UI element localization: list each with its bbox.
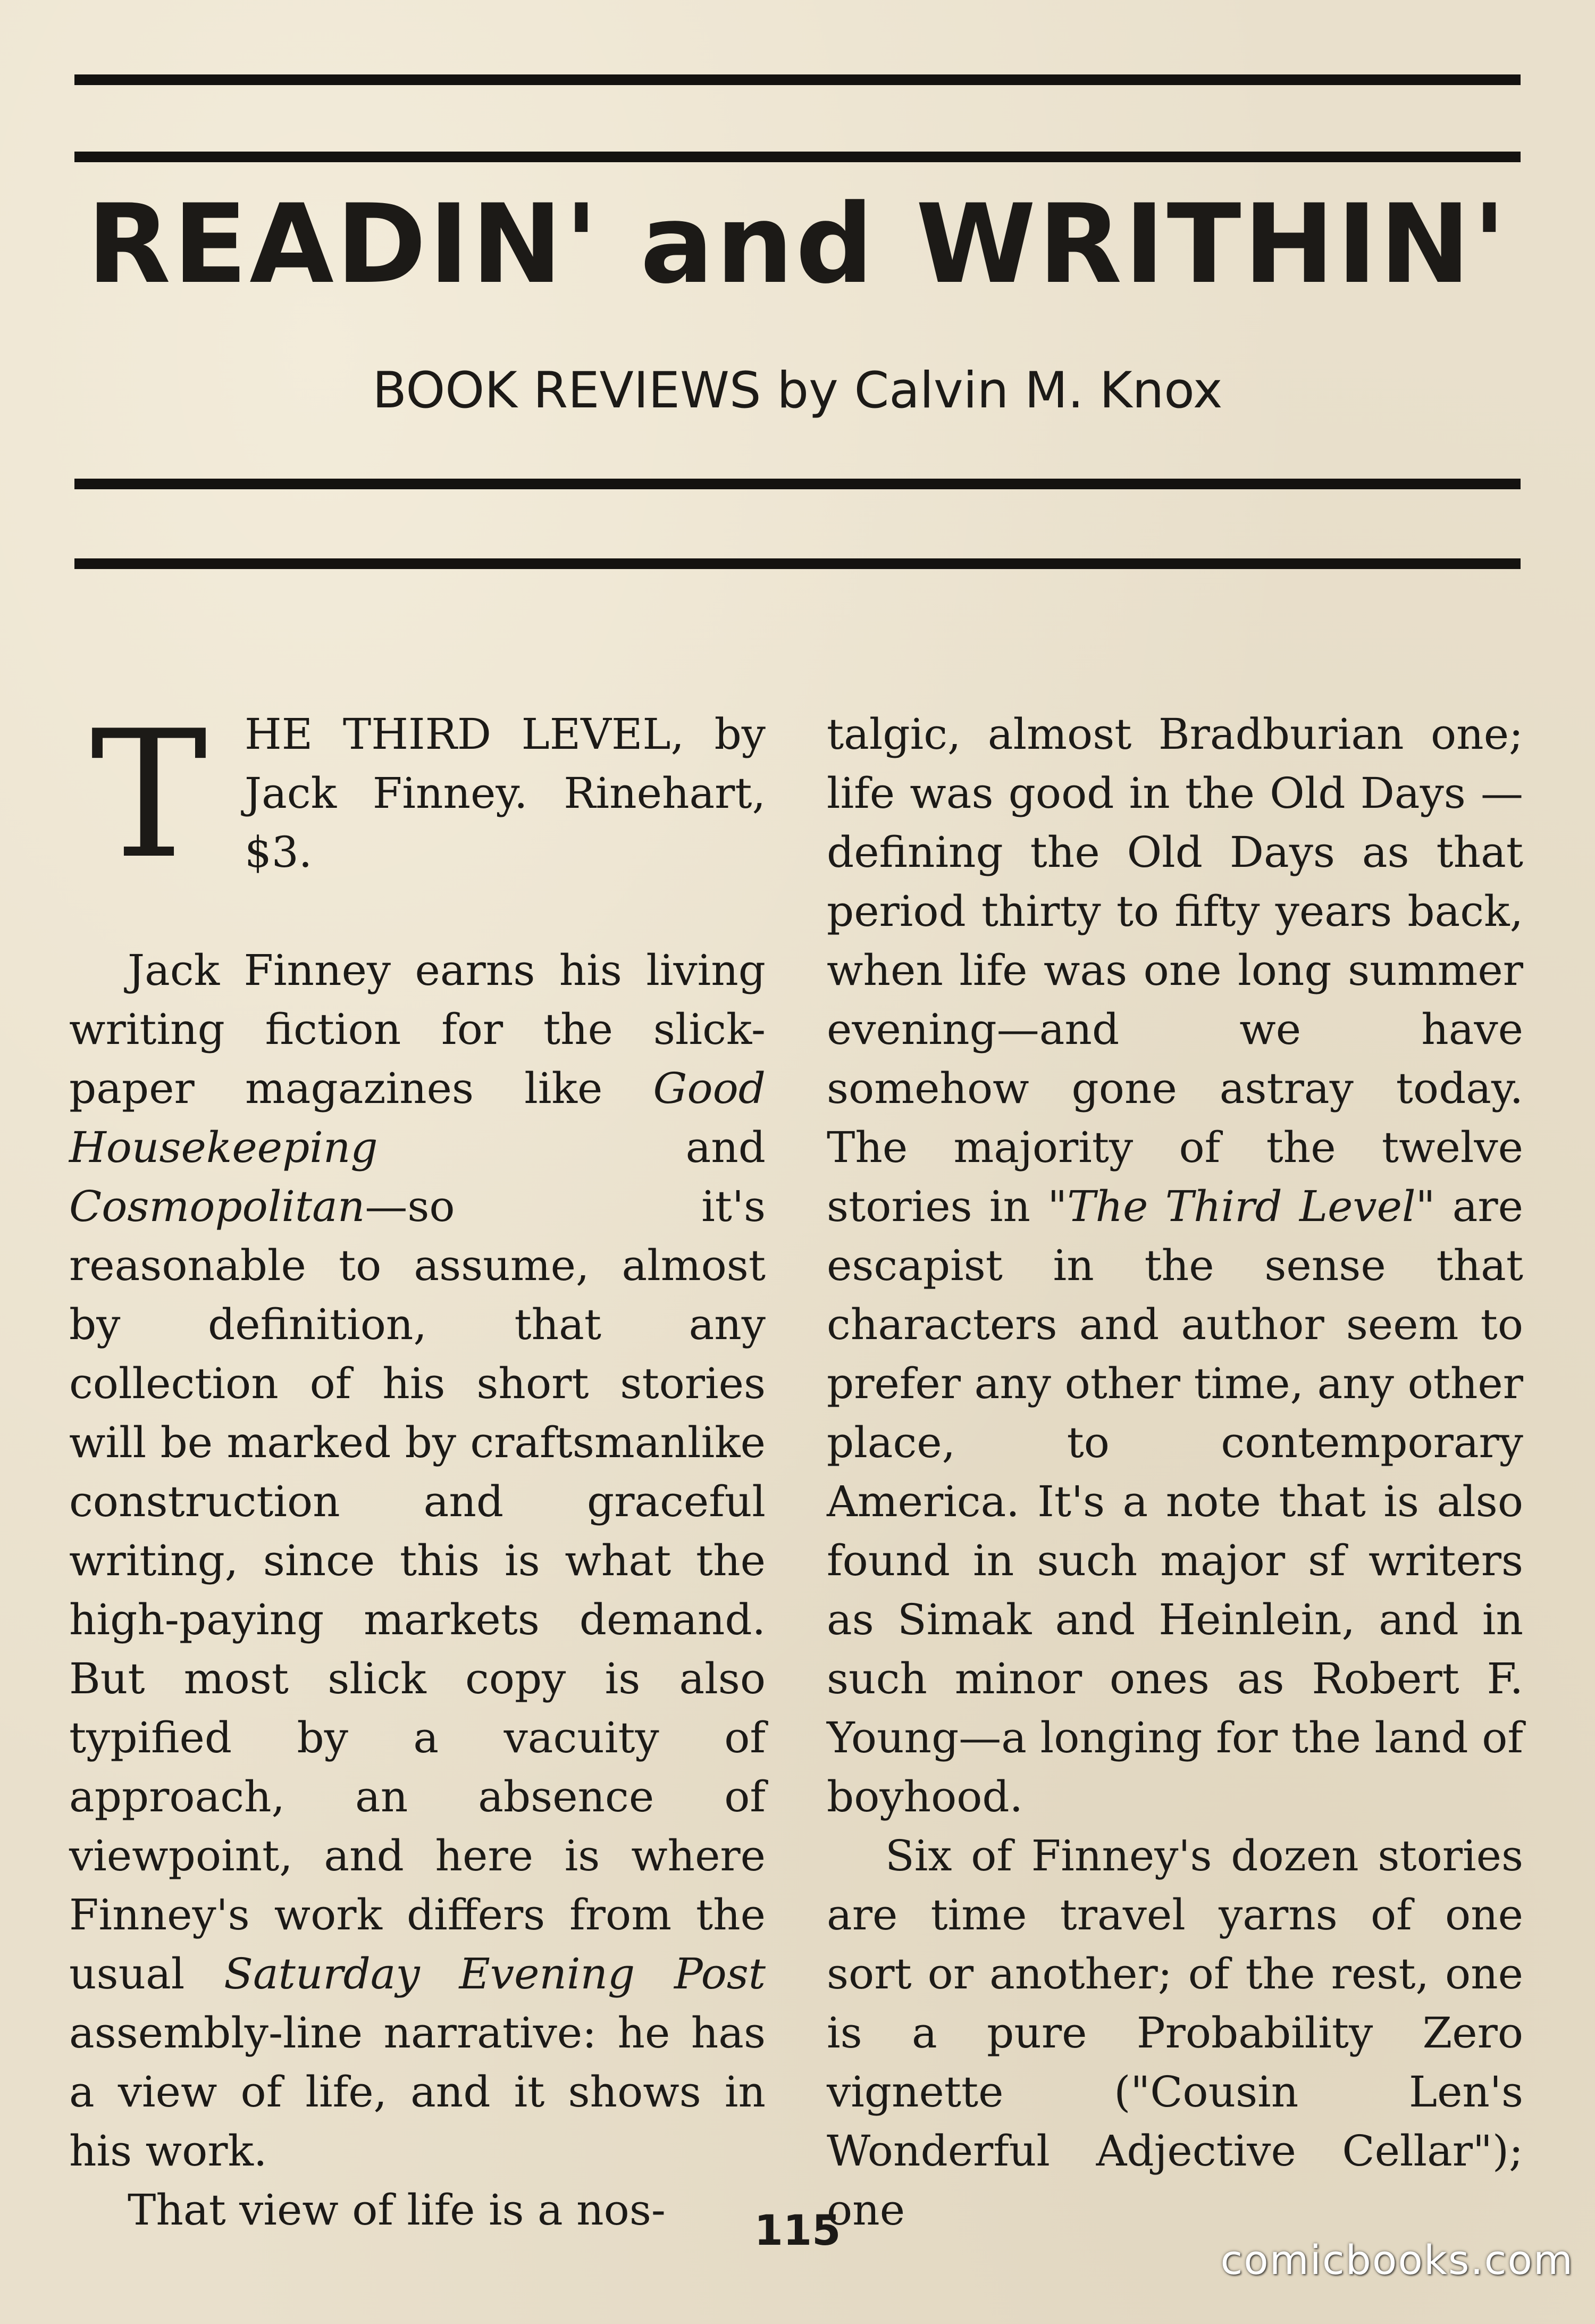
paragraph: Jack Finney earns his living writing fiction for the slick-paper magazines like Good Housekeeping and Cosmopolitan—so it's reasonable to assume, almost by definition, that any collection of his short stories will be marked by craftsmanlike construction and graceful writing, since this is what the high-paying markets demand. But most slick copy is also typified by a vacuity of approach, an absence of viewpoint, and here is where Finney's work differs from the usual Saturday Evening Post assembly-line narrative: he has a view of life, and it shows in his work. (69, 946, 766, 2176)
page-number: 115 (754, 2207, 841, 2255)
column-subtitle: BOOK REVIEWS by Calvin M. Knox (372, 362, 1223, 420)
book-heading (69, 693, 766, 897)
paragraph: talgic, almost Bradburian one; life was good in the Old Days —defining the Old Days as that period thirty to fifty years back, when life was one long summer evening—and we have somehow gone astray today. The majority of the twelve stories in "The Third Level" are escapist in the sense that characters and author seem to prefer any other time, any other place, to contemporary America. It's a note that is also found in such major sf writers as Simak and Heinlein, and in such minor ones as Robert F. Young—a longing for the land of boyhood. (827, 709, 1524, 1821)
watermark: comicbooks.com (1220, 2236, 1574, 2284)
paragraph: That view of life is a nos- (128, 2185, 666, 2235)
book-info: HE THIRD LEVEL, by Jack Finney. Rinehart, $3. (245, 709, 766, 877)
column-title: READIN' and WRITHIN' (87, 181, 1508, 308)
book-title: "The Third Level" (1047, 1182, 1435, 1231)
magazine-title: Cosmopolitan (69, 1182, 365, 1231)
top-rule-2 (74, 152, 1521, 162)
mid-rule-2 (74, 558, 1521, 569)
left-column (69, 693, 766, 2239)
paragraph: Six of Finney's dozen stories are time travel yarns of one sort or another; of the rest, one is a pure Probability Zero vignette ("Cousin Len's Wonderful Adjective Cellar"); one (827, 1831, 1523, 2235)
magazine-title: Saturday Evening Post (224, 1949, 766, 1999)
right-column (827, 705, 1523, 2239)
magazine-title: Good Housekeeping (69, 1064, 766, 1172)
mid-rule-1 (74, 479, 1521, 489)
drop-cap: T (90, 693, 208, 897)
top-rule-1 (74, 74, 1521, 85)
